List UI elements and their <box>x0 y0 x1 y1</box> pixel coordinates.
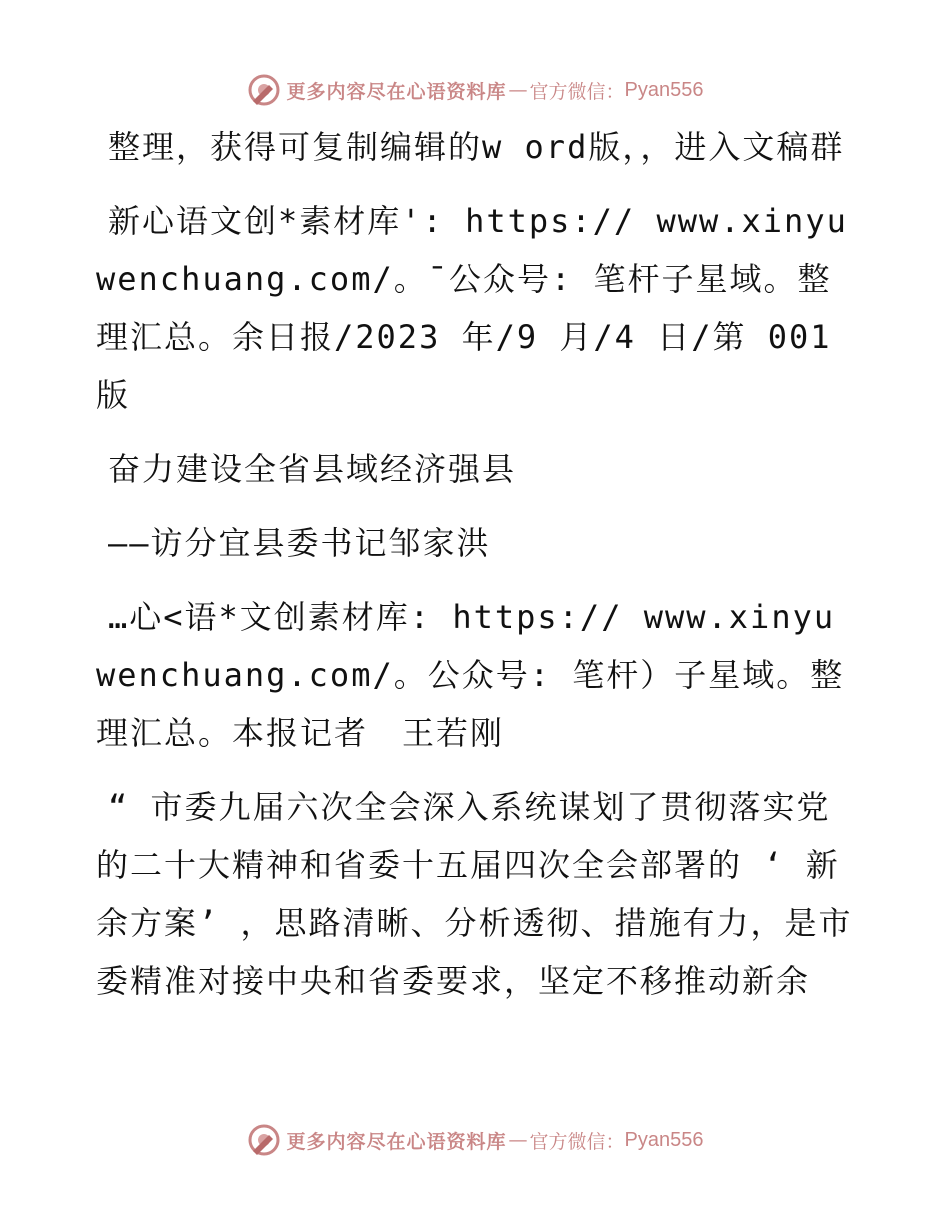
watermark-brand: 更多内容尽在心语资料库 <box>286 1130 507 1153</box>
brand-logo-icon <box>247 1123 281 1157</box>
brand-logo-icon <box>247 73 281 107</box>
page-footer-watermark <box>0 1120 950 1160</box>
paragraph-source-info: 新心语文创*素材库': https:// www.xinyuwenchuang.com/。¯公众号: 笔杆子星域。整理汇总。余日报/2023 年/9 月/4 日/第 001 版 <box>96 202 853 414</box>
watermark-contact-id: Pyan556 <box>624 1128 704 1151</box>
watermark-separator: — <box>508 79 528 101</box>
watermark-contact-label: 官方微信： <box>529 1130 625 1153</box>
watermark-separator: — <box>508 1129 528 1151</box>
watermark-brand: 更多内容尽在心语资料库 <box>286 80 507 103</box>
paragraph-byline: …心<语*文创素材库: https:// www.xinyuwenchuang.com/。公众号: 笔杆）子星域。整理汇总。本报记者 王若刚 <box>96 598 845 752</box>
article-subtitle: ——访分宜县委书记邹家洪 <box>108 524 491 562</box>
page-header-watermark <box>0 70 950 110</box>
article-title: 奋力建设全省县域经济强县 <box>108 450 517 488</box>
paragraph-body: “ 市委九届六次全会深入系统谋划了贯彻落实党的二十大精神和省委十五届四次全会部署的 ‘ 新余方案’ ，思路清晰、分析透彻、措施有力，是市委精准对接中央和省委要求，坚定不移推动新余 <box>96 788 853 1000</box>
watermark-contact-id: Pyan556 <box>624 78 704 101</box>
paragraph-intro: 整理，获得可复制编辑的w ord版，，进入文稿群 <box>108 128 845 166</box>
document-body <box>96 118 856 1026</box>
watermark-contact-label: 官方微信： <box>529 80 625 103</box>
